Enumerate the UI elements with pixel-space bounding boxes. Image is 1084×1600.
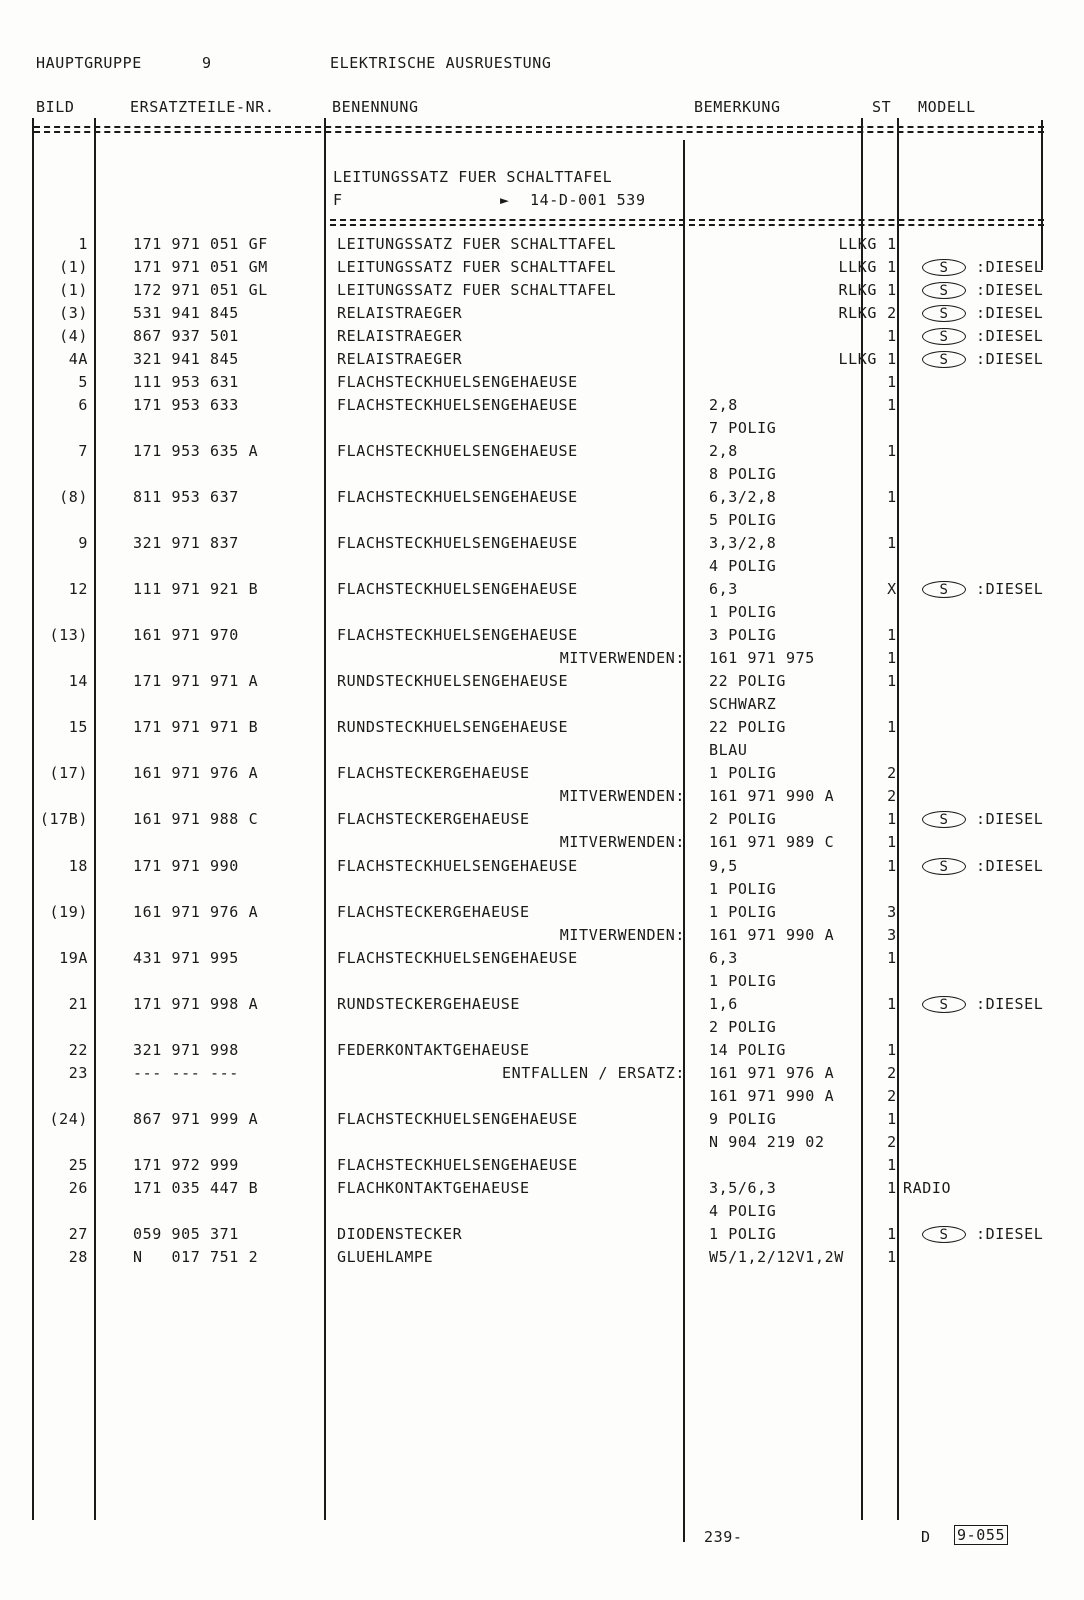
group-title: ELEKTRISCHE AUSRUESTUNG <box>330 54 552 72</box>
part-name: FLACHSTECKHUELSENGEHAEUSE <box>337 1110 578 1128</box>
remark: 1 POLIG <box>709 972 777 990</box>
part-name: RELAISTRAEGER <box>337 327 463 345</box>
bild-number: 15 <box>68 718 88 736</box>
bild-number: 25 <box>68 1156 88 1174</box>
remark: 3,5/6,3 <box>709 1179 777 1197</box>
bild-number: 7 <box>78 442 88 460</box>
remark-code: RLKG <box>838 281 877 299</box>
remark: BLAU <box>709 741 748 759</box>
quantity: 1 <box>887 1041 897 1059</box>
part-number: 171 035 447 B <box>133 1179 259 1197</box>
quantity: 1 <box>887 350 897 368</box>
table-row <box>0 532 1084 555</box>
header-rule-2 <box>34 131 1044 135</box>
bild-number: 21 <box>68 995 88 1013</box>
table-row <box>0 325 1084 348</box>
part-name: LEITUNGSSATZ FUER SCHALTTAFEL <box>337 281 617 299</box>
bild-number: 28 <box>68 1248 88 1266</box>
part-name: RELAISTRAEGER <box>337 350 463 368</box>
bild-number: (3) <box>59 304 88 322</box>
model-cell <box>922 578 1043 601</box>
part-name: FLACHSTECKHUELSENGEHAEUSE <box>337 442 578 460</box>
model-cell <box>922 855 1043 878</box>
table-row <box>0 509 1084 532</box>
quantity: 1 <box>887 373 897 391</box>
remark: 6,3/2,8 <box>709 488 777 506</box>
quantity: 1 <box>887 649 897 667</box>
remark: 7 POLIG <box>709 419 777 437</box>
group-label: HAUPTGRUPPE <box>36 54 142 72</box>
table-row <box>0 1016 1084 1039</box>
model-text: :DIESEL <box>976 857 1044 875</box>
section-line2-right: 14-D-001 539 <box>530 191 646 209</box>
part-name: LEITUNGSSATZ FUER SCHALTTAFEL <box>337 258 617 276</box>
part-name: FLACHSTECKHUELSENGEHAEUSE <box>337 949 578 967</box>
quantity: 3 <box>887 926 897 944</box>
model-cell <box>922 808 1043 831</box>
bild-number: 12 <box>68 580 88 598</box>
part-name-note: MITVERWENDEN: <box>559 833 685 851</box>
part-name: FLACHSTECKHUELSENGEHAEUSE <box>337 857 578 875</box>
remark: 2,8 <box>709 442 738 460</box>
quantity: 1 <box>887 1248 897 1266</box>
model-text: RADIO <box>903 1179 952 1197</box>
quantity: 2 <box>887 1133 897 1151</box>
remark: 1,6 <box>709 995 738 1013</box>
quantity: 1 <box>887 672 897 690</box>
part-name: FLACHSTECKHUELSENGEHAEUSE <box>337 373 578 391</box>
part-number: 161 971 976 A <box>133 764 259 782</box>
model-text: :DIESEL <box>976 281 1044 299</box>
part-name-note: MITVERWENDEN: <box>559 649 685 667</box>
remark: 161 971 990 A <box>709 787 835 805</box>
table-row <box>0 279 1084 302</box>
part-number: 321 941 845 <box>133 350 239 368</box>
reference-number: 9-055 <box>954 1525 1008 1545</box>
table-row <box>0 1223 1084 1246</box>
quantity: 1 <box>887 626 897 644</box>
table-row <box>0 993 1084 1016</box>
bild-number: 23 <box>68 1064 88 1082</box>
table-row <box>0 1108 1084 1131</box>
part-name: FLACHSTECKHUELSENGEHAEUSE <box>337 580 578 598</box>
col-header-modell: MODELL <box>918 98 976 116</box>
remark: 2 POLIG <box>709 1018 777 1036</box>
model-s-badge: S <box>922 282 966 299</box>
part-name: FEDERKONTAKTGEHAEUSE <box>337 1041 530 1059</box>
part-number: 161 971 976 A <box>133 903 259 921</box>
table-row <box>0 924 1084 947</box>
model-text: :DIESEL <box>976 995 1044 1013</box>
section-rule <box>330 219 1044 223</box>
part-name: DIODENSTECKER <box>337 1225 463 1243</box>
quantity: 2 <box>887 304 897 322</box>
part-number: 321 971 837 <box>133 534 239 552</box>
language-code: D <box>921 1528 931 1546</box>
table-row <box>0 670 1084 693</box>
part-name: GLUEHLAMPE <box>337 1248 434 1266</box>
part-number: 171 971 051 GM <box>133 258 268 276</box>
remark: 1 POLIG <box>709 880 777 898</box>
remark: N 904 219 02 <box>709 1133 825 1151</box>
model-text: :DIESEL <box>976 350 1044 368</box>
part-name: RELAISTRAEGER <box>337 304 463 322</box>
bild-number: 18 <box>68 857 88 875</box>
quantity: 1 <box>887 810 897 828</box>
table-row <box>0 808 1084 831</box>
part-name-note: MITVERWENDEN: <box>559 787 685 805</box>
table-row <box>0 831 1084 854</box>
table-row <box>0 578 1084 601</box>
remark: 14 POLIG <box>709 1041 787 1059</box>
quantity: 1 <box>887 327 897 345</box>
model-cell <box>922 348 1043 371</box>
bild-number: (13) <box>49 626 88 644</box>
table-row <box>0 785 1084 808</box>
section-title: LEITUNGSSATZ FUER SCHALTTAFEL <box>333 168 613 186</box>
section-rule-2 <box>330 224 1044 228</box>
page-number: 239- <box>704 1528 743 1546</box>
quantity: 2 <box>887 1064 897 1082</box>
table-row <box>0 371 1084 394</box>
quantity: 2 <box>887 1087 897 1105</box>
part-name: RUNDSTECKERGEHAEUSE <box>337 995 520 1013</box>
col-header-st: ST <box>872 98 892 116</box>
table-row <box>0 1062 1084 1085</box>
table-row <box>0 1200 1084 1223</box>
quantity: 1 <box>887 1156 897 1174</box>
bild-number: 4A <box>68 350 88 368</box>
remark: 4 POLIG <box>709 1202 777 1220</box>
remark: 8 POLIG <box>709 465 777 483</box>
part-number: 171 971 971 B <box>133 718 259 736</box>
model-cell <box>922 325 1043 348</box>
bild-number: (24) <box>49 1110 88 1128</box>
table-row <box>0 716 1084 739</box>
part-name: FLACHSTECKHUELSENGEHAEUSE <box>337 488 578 506</box>
remark-code: LLKG <box>838 235 877 253</box>
remark-code: LLKG <box>838 350 877 368</box>
remark: W5/1,2/12V1,2W <box>709 1248 844 1266</box>
remark: 161 971 976 A <box>709 1064 835 1082</box>
quantity: X <box>887 580 897 598</box>
remark: 161 971 990 A <box>709 926 835 944</box>
table-row <box>0 555 1084 578</box>
table-row <box>0 1131 1084 1154</box>
part-name: FLACHSTECKHUELSENGEHAEUSE <box>337 626 578 644</box>
group-number: 9 <box>202 54 212 72</box>
remark: 22 POLIG <box>709 718 787 736</box>
bild-number: 19A <box>59 949 88 967</box>
model-s-badge: S <box>922 858 966 875</box>
remark: 161 971 989 C <box>709 833 835 851</box>
table-row <box>0 440 1084 463</box>
part-number: 171 971 998 A <box>133 995 259 1013</box>
table-row <box>0 1039 1084 1062</box>
remark: 3,3/2,8 <box>709 534 777 552</box>
remark: 6,3 <box>709 580 738 598</box>
model-cell <box>922 256 1043 279</box>
model-s-badge: S <box>922 305 966 322</box>
part-number: 059 905 371 <box>133 1225 239 1243</box>
section-line2-left: F <box>333 191 343 209</box>
quantity: 1 <box>887 1225 897 1243</box>
part-number: 172 971 051 GL <box>133 281 268 299</box>
col-header-benennung: BENENNUNG <box>332 98 419 116</box>
part-number: N 017 751 2 <box>133 1248 259 1266</box>
bild-number: 1 <box>78 235 88 253</box>
reference-box <box>954 1526 1008 1544</box>
table-row <box>0 463 1084 486</box>
bild-number: 14 <box>68 672 88 690</box>
table-row <box>0 233 1084 256</box>
model-s-badge: S <box>922 811 966 828</box>
quantity: 1 <box>887 235 897 253</box>
table-row <box>0 417 1084 440</box>
part-name: FLACHSTECKHUELSENGEHAEUSE <box>337 396 578 414</box>
remark: 3 POLIG <box>709 626 777 644</box>
model-s-badge: S <box>922 328 966 345</box>
quantity: 1 <box>887 534 897 552</box>
remark-code: RLKG <box>838 304 877 322</box>
part-number: 161 971 988 C <box>133 810 259 828</box>
bild-number: (1) <box>59 258 88 276</box>
part-number: 431 971 995 <box>133 949 239 967</box>
bild-number: 22 <box>68 1041 88 1059</box>
part-number: 171 972 999 <box>133 1156 239 1174</box>
table-row <box>0 739 1084 762</box>
remark: 161 971 990 A <box>709 1087 835 1105</box>
table-row <box>0 878 1084 901</box>
table-row <box>0 762 1084 785</box>
table-row <box>0 947 1084 970</box>
col-header-bild: BILD <box>36 98 75 116</box>
remark: 4 POLIG <box>709 557 777 575</box>
table-row <box>0 1085 1084 1108</box>
quantity: 1 <box>887 857 897 875</box>
header-rule <box>34 126 1044 130</box>
bild-number: 26 <box>68 1179 88 1197</box>
quantity: 1 <box>887 281 897 299</box>
model-cell <box>922 279 1043 302</box>
quantity: 2 <box>887 787 897 805</box>
part-number: 111 971 921 B <box>133 580 259 598</box>
col-header-bemerkung: BEMERKUNG <box>694 98 781 116</box>
part-number: 171 971 051 GF <box>133 235 268 253</box>
model-text: :DIESEL <box>976 810 1044 828</box>
table-row <box>0 901 1084 924</box>
model-text: :DIESEL <box>976 327 1044 345</box>
arrow-icon: ► <box>500 191 510 209</box>
quantity: 2 <box>887 764 897 782</box>
bild-number: (19) <box>49 903 88 921</box>
remark: 9 POLIG <box>709 1110 777 1128</box>
bild-number: 5 <box>78 373 88 391</box>
model-s-badge: S <box>922 1226 966 1243</box>
remark: 9,5 <box>709 857 738 875</box>
remark: 22 POLIG <box>709 672 787 690</box>
part-number: --- --- --- <box>133 1064 239 1082</box>
part-name: RUNDSTECKHUELSENGEHAEUSE <box>337 672 569 690</box>
remark: 2,8 <box>709 396 738 414</box>
model-s-badge: S <box>922 259 966 276</box>
table-row <box>0 348 1084 371</box>
part-name: RUNDSTECKHUELSENGEHAEUSE <box>337 718 569 736</box>
bild-number: (1) <box>59 281 88 299</box>
quantity: 1 <box>887 995 897 1013</box>
model-text: :DIESEL <box>976 304 1044 322</box>
bild-number: (4) <box>59 327 88 345</box>
part-number: 161 971 970 <box>133 626 239 644</box>
remark: 2 POLIG <box>709 810 777 828</box>
part-number: 531 941 845 <box>133 304 239 322</box>
model-text: :DIESEL <box>976 580 1044 598</box>
model-cell <box>922 1223 1043 1246</box>
part-name-note: MITVERWENDEN: <box>559 926 685 944</box>
bild-number: 27 <box>68 1225 88 1243</box>
col-header-nr: ERSATZTEILE-NR. <box>130 98 275 116</box>
bild-number: (8) <box>59 488 88 506</box>
table-row <box>0 256 1084 279</box>
table-row <box>0 693 1084 716</box>
part-name: FLACHSTECKERGEHAEUSE <box>337 764 530 782</box>
part-number: 171 953 635 A <box>133 442 259 460</box>
part-number: 811 953 637 <box>133 488 239 506</box>
model-cell <box>922 302 1043 325</box>
model-text: :DIESEL <box>976 258 1044 276</box>
quantity: 3 <box>887 903 897 921</box>
remark: 6,3 <box>709 949 738 967</box>
bild-number: 9 <box>78 534 88 552</box>
quantity: 1 <box>887 442 897 460</box>
table-row <box>0 302 1084 325</box>
remark: 1 POLIG <box>709 1225 777 1243</box>
quantity: 1 <box>887 833 897 851</box>
table-row <box>0 1154 1084 1177</box>
part-number: 171 971 971 A <box>133 672 259 690</box>
part-number: 867 937 501 <box>133 327 239 345</box>
remark: 1 POLIG <box>709 603 777 621</box>
part-name-note: ENTFALLEN / ERSATZ: <box>502 1064 685 1082</box>
part-number: 321 971 998 <box>133 1041 239 1059</box>
quantity: 1 <box>887 949 897 967</box>
quantity: 1 <box>887 258 897 276</box>
remark: 161 971 975 <box>709 649 815 667</box>
part-name: FLACHSTECKHUELSENGEHAEUSE <box>337 1156 578 1174</box>
part-number: 171 971 990 <box>133 857 239 875</box>
model-s-badge: S <box>922 351 966 368</box>
table-row <box>0 486 1084 509</box>
quantity: 1 <box>887 718 897 736</box>
quantity: 1 <box>887 1110 897 1128</box>
quantity: 1 <box>887 396 897 414</box>
table-row <box>0 624 1084 647</box>
remark: 1 POLIG <box>709 903 777 921</box>
table-row <box>0 855 1084 878</box>
remark-code: LLKG <box>838 258 877 276</box>
model-s-badge: S <box>922 996 966 1013</box>
part-name: FLACHSTECKERGEHAEUSE <box>337 903 530 921</box>
table-row <box>0 1177 1084 1200</box>
table-row <box>0 601 1084 624</box>
part-number: 867 971 999 A <box>133 1110 259 1128</box>
model-s-badge: S <box>922 581 966 598</box>
part-name: FLACHSTECKERGEHAEUSE <box>337 810 530 828</box>
model-cell <box>903 1177 951 1200</box>
table-row <box>0 970 1084 993</box>
part-number: 171 953 633 <box>133 396 239 414</box>
bild-number: (17) <box>49 764 88 782</box>
bild-number: (17B) <box>39 810 88 828</box>
table-row <box>0 1246 1084 1269</box>
table-row <box>0 647 1084 670</box>
model-text: :DIESEL <box>976 1225 1044 1243</box>
quantity: 1 <box>887 488 897 506</box>
model-cell <box>922 993 1043 1016</box>
table-row <box>0 394 1084 417</box>
bild-number: 6 <box>78 396 88 414</box>
remark: 5 POLIG <box>709 511 777 529</box>
part-name: FLACHSTECKHUELSENGEHAEUSE <box>337 534 578 552</box>
quantity: 1 <box>887 1179 897 1197</box>
part-name: LEITUNGSSATZ FUER SCHALTTAFEL <box>337 235 617 253</box>
remark: SCHWARZ <box>709 695 777 713</box>
part-number: 111 953 631 <box>133 373 239 391</box>
part-name: FLACHKONTAKTGEHAEUSE <box>337 1179 530 1197</box>
remark: 1 POLIG <box>709 764 777 782</box>
